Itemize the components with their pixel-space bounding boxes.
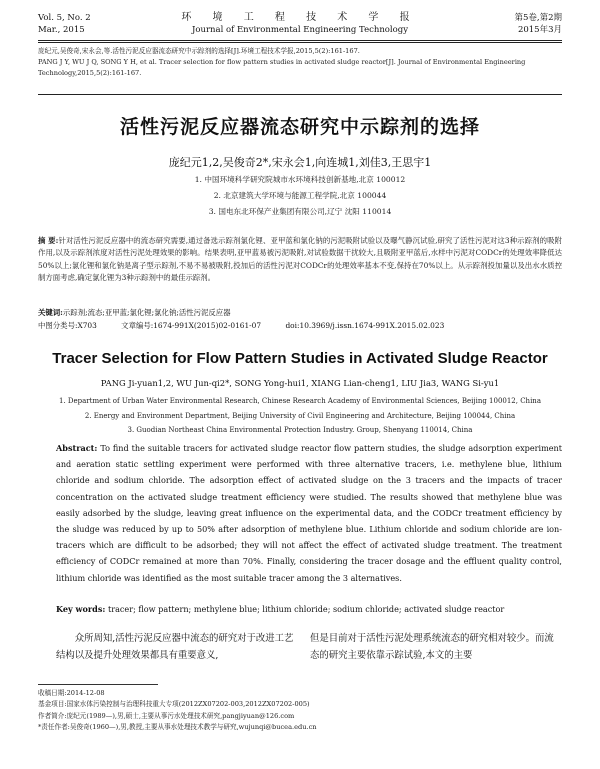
keywords-cn	[38, 307, 562, 319]
issue-date-cn: 2015年3月	[517, 25, 562, 35]
footnote-funding: 基金项目:国家水体污染控制与治理科技重大专项(2012ZX07202-003,2012ZX07202-005)	[38, 700, 310, 709]
abstract-en	[56, 440, 562, 586]
affiliation-en: 1. Department of Urban Water Environmental Research, Chinese Research Academy of Environmental Sciences, Beijing 100012, China	[58, 397, 541, 405]
header-rule-thin	[38, 42, 562, 43]
issue-date-en: Mar., 2015	[38, 25, 85, 35]
affiliation-cn: 2. 北京建筑大学环境与能源工程学院,北京 100044	[213, 191, 387, 200]
abstract-en-text: To find the suitable tracers for activated sludge reactor flow pattern studies, the sludge adsorption experiment and aeration static settling experiment were performed with three alternative tracers, i.e. methylene blue, lithium chloride and sodium chloride. The adsorption effect of activated sludge on the 3 tracers and the impacts of tracer concentration on the activated sludge treatment efficiency were studied. The results showed that methylene blue was easily adsorbed by the sludge, leaving great influence on the experimental data, and the CODCr treatment efficiency by the sludge was reduced by up to 50% after adsorption of methylene blue. Lithium chloride and sodium chloride are ion-tracers which are difficult to be adsorbed; they will not affect the effect of activated sludge treatment. The treatment efficiency of CODCr remained at more than 70%. Finally, considering the tracer dosage and the effluent quality control, lithium chloride was identified as the most suitable tracer among the 3 alternatives.	[56, 443, 563, 583]
volume-issue-cn: 第5卷,第2期	[514, 13, 562, 23]
body-column-right: 但是目前对于活性污泥处理系统流态的研究相对较少。而流态的研究主要依靠示踪试验,本文的主要	[310, 633, 554, 661]
keywords-en-text: tracer; flow pattern; methylene blue; lithium chloride; sodium chloride; activated sludge reactor	[107, 604, 505, 614]
affiliations-en	[0, 394, 600, 438]
footnote-corresponding: *责任作者:吴俊奇(1960—),男,教授,主要从事水处理技术教学与研究,wujunqi@bucea.edu.cn	[38, 722, 317, 731]
clc-number: 中图分类号:X703	[38, 321, 97, 330]
abstract-cn	[38, 235, 562, 285]
keywords-en-label: Key words:	[56, 604, 106, 614]
keywords-cn-label: 关键词:	[38, 308, 63, 317]
authors-cn: 庞纪元1,2,吴俊奇2*,宋永会1,向连城1,刘佳3,王思宇1	[168, 156, 432, 169]
citation-en: PANG J Y, WU J Q, SONG Y H, et al. Tracer selection for flow pattern studies in activated sludge reactor[J]. Journal of Environmental Engineering Technology,2015,5(2):161-167.	[38, 58, 526, 77]
footnote-rule	[38, 684, 158, 685]
abstract-cn-label: 摘 要:	[38, 236, 59, 245]
footnote-author: 作者简介:庞纪元(1989—),男,硕士,主要从事污水处理技术研究,pangjiyuan@126.com	[38, 711, 295, 720]
title-cn: 活性污泥反应器流态研究中示踪剂的选择	[119, 116, 480, 138]
doi: doi:10.3969/j.issn.1674-991X.2015.02.023	[285, 321, 445, 330]
journal-name-en: Journal of Environmental Engineering Technology	[191, 25, 409, 35]
affiliation-en: 2. Energy and Environment Department, Beijing University of Civil Engineering and Architecture, Beijing 100044, China	[84, 411, 516, 420]
title-en: Tracer Selection for Flow Pattern Studies in Activated Sludge Reactor	[52, 350, 548, 367]
keywords-cn-text: 示踪剂;流态;亚甲蓝;氯化锂;氯化钠;活性污泥反应器	[62, 308, 231, 317]
authors-en: PANG Ji-yuan1,2, WU Jun-qi2*, SONG Yong-hui1, XIANG Lian-cheng1, LIU Jia3, WANG Si-yu1	[100, 378, 500, 388]
affiliation-cn: 1. 中国环境科学研究院城市水环境科技创新基地,北京 100012	[194, 175, 406, 184]
citation-rule	[38, 94, 562, 95]
header-rule	[38, 40, 562, 41]
affiliation-en: 3. Guodian Northeast China Environmental Protection Industry. Group, Shenyang 110014, China	[127, 426, 473, 434]
footnotes	[38, 688, 562, 733]
keywords-en	[56, 602, 562, 616]
citation-block	[38, 46, 562, 79]
volume-issue: Vol. 5, No. 2	[38, 13, 91, 23]
body-column-left: 众所周知,活性污泥反应器中流态的研究对于改进工艺结构以及提升处理效果都具有重要意义,	[56, 633, 294, 661]
citation-cn: 庞纪元,吴俊奇,宋永会,等.活性污泥反应器流态研究中示踪剂的选择[J].环境工程技术学报,2015,5(2):161-167.	[38, 47, 360, 55]
header-right	[514, 12, 562, 36]
abstract-en-label: Abstract:	[56, 443, 98, 453]
affiliations-cn	[0, 172, 600, 220]
affiliation-cn: 3. 国电东北环保产业集团有限公司,辽宁 沈阳 110014	[208, 207, 392, 216]
document-code: 文章编号:1674-991X(2015)02-0161-07	[121, 321, 262, 330]
classification-line	[38, 320, 562, 332]
abstract-cn-text: 针对活性污泥反应器中的流态研究需要,通过备选示踪剂氯化锂、亚甲蓝和氯化钠的污泥吸附试验以及曝气静沉试验,研究了活性污泥对这3种示踪剂的吸附作用,以及示踪剂浓度对活性污泥处理效果的影响。结果表明,亚甲蓝易被污泥吸附,对试验数据干扰较大,且吸附亚甲蓝后,水样中污泥对CODCr的处理效率降低达50%以上;氯化锂和氯化钠是离子型示踪剂,不易不易被吸附,投加后的活性污泥对CODCr的处理效率基本不变,保持在70%以上。从示踪剂投加量以及出水水质控制方面考虑,确定氯化锂为3种示踪剂中的最佳示踪剂。	[38, 236, 562, 283]
footnote-received: 收稿日期:2014-12-08	[38, 689, 105, 697]
header-center	[0, 12, 600, 36]
journal-name-cn: 环 境 工 程 技 术 学 报	[181, 12, 419, 23]
